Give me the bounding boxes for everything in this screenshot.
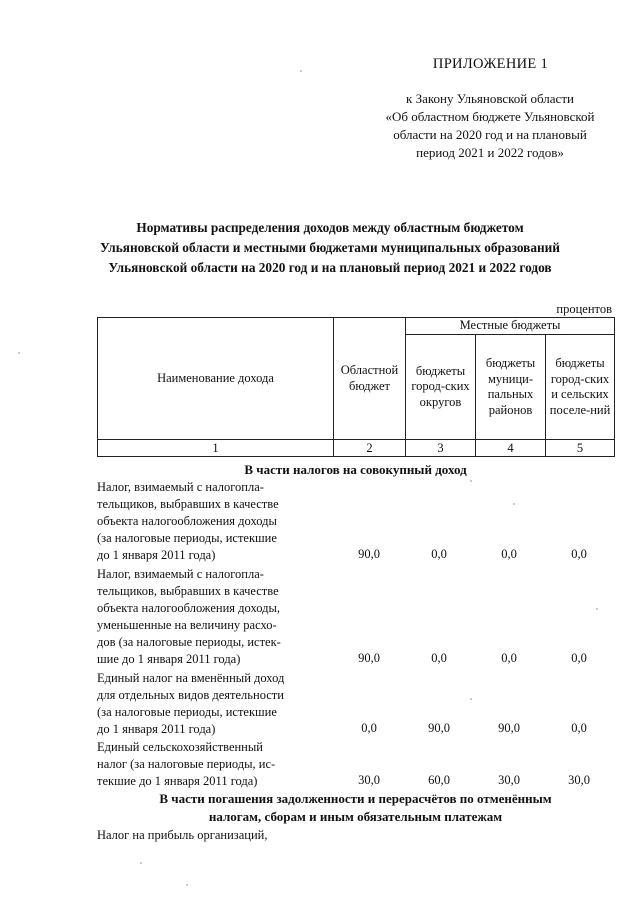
value-municipal: 0,0	[501, 651, 517, 665]
col-number: 2	[334, 440, 406, 457]
value-regional: 0,0	[361, 721, 377, 735]
scan-speck	[140, 862, 142, 864]
row-name-line: Налог, взимаемый с налогопла-	[97, 567, 264, 581]
appendix-reference	[340, 90, 640, 162]
row-name-line: дов (за налоговые периоды, истек-	[97, 635, 281, 649]
value-municipal: 30,0	[498, 773, 520, 787]
col-number: 3	[406, 440, 476, 457]
value-regional: 30,0	[358, 773, 380, 787]
row-name-line: (за налоговые периоды, истекшие	[97, 531, 277, 545]
value-regional: 90,0	[358, 547, 380, 561]
row-name	[97, 566, 329, 668]
document-heading	[60, 218, 600, 278]
row-name-line: объекта налогообложения доходы,	[97, 601, 281, 615]
section-title: В части налогов на совокупный доход	[244, 462, 467, 477]
value-rural: 0,0	[571, 721, 587, 735]
scan-speck	[186, 884, 188, 886]
row-name	[97, 827, 329, 844]
row-name-line: шие до 1 января 2011 года)	[97, 652, 241, 666]
value-city: 0,0	[431, 651, 447, 665]
scan-speck	[596, 608, 598, 610]
unit-label: процентов	[556, 302, 612, 316]
value-rural: 0,0	[571, 651, 587, 665]
header-table	[97, 317, 615, 457]
row-name-line: (за налоговые периоды, истекшие	[97, 705, 277, 719]
col-header-municipal: бюджеты муници-пальных районов	[476, 335, 546, 440]
row-name-line: Налог, взимаемый с налогопла-	[97, 480, 264, 494]
row-name-line: налог (за налоговые периоды, ис-	[97, 757, 276, 771]
col-number: 5	[546, 440, 615, 457]
row-name	[97, 479, 329, 564]
section-title-line: налогам, сборам и иным обязательным платежам	[208, 809, 503, 824]
value-municipal: 90,0	[498, 721, 520, 735]
scan-speck	[470, 480, 472, 482]
scan-speck	[18, 352, 20, 354]
appendix-ref-line: «Об областном бюджете Ульяновской	[385, 109, 595, 124]
row-name-line: для отдельных видов деятельности	[97, 688, 284, 702]
row-name-line: уменьшенные на величину расхо-	[97, 618, 277, 632]
appendix-ref-line: период 2021 и 2022 годов»	[416, 145, 564, 160]
row-name	[97, 670, 329, 738]
scan-speck	[470, 698, 472, 700]
heading-line: Ульяновской области и местными бюджетами муниципальных образований	[100, 240, 560, 255]
col-header-city: бюджеты город-ских округов	[406, 335, 476, 440]
row-name-line: текшие до 1 января 2011 года)	[97, 774, 258, 788]
col-number: 1	[98, 440, 334, 457]
appendix-ref-line: области на 2020 год и на плановый	[393, 127, 587, 142]
row-name-line: тельщиков, выбравших в качестве	[97, 497, 279, 511]
row-name-line: тельщиков, выбравших в качестве	[97, 584, 279, 598]
col-header-name: Наименование дохода	[98, 318, 334, 440]
value-rural: 0,0	[571, 547, 587, 561]
scan-speck	[300, 70, 302, 72]
col-header-rural: бюджеты город-ских и сельских поселе-ний	[546, 335, 615, 440]
scan-speck	[513, 503, 515, 505]
value-rural: 30,0	[568, 773, 590, 787]
appendix-ref-line: к Закону Ульяновской области	[406, 91, 574, 106]
section-title	[97, 790, 614, 826]
col-number: 4	[476, 440, 546, 457]
row-name	[97, 739, 329, 790]
heading-line: Ульяновской области на 2020 год и на плановый период 2021 и 2022 годов	[108, 260, 552, 275]
row-name-line: до 1 января 2011 года)	[97, 548, 216, 562]
value-regional: 90,0	[358, 651, 380, 665]
row-name-line: до 1 января 2011 года)	[97, 722, 216, 736]
row-name-line: Единый налог на вменённый доход	[97, 671, 285, 685]
value-city: 90,0	[428, 721, 450, 735]
value-city: 0,0	[431, 547, 447, 561]
row-name-line: Единый сельскохозяйственный	[97, 740, 263, 754]
value-city: 60,0	[428, 773, 450, 787]
section-title-line: В части погашения задолженности и перерасчётов по отменённым	[159, 791, 552, 806]
col-header-local-group: Местные бюджеты	[406, 318, 615, 335]
row-name-line: объекта налогообложения доходы	[97, 514, 277, 528]
row-name-line: Налог на прибыль организаций,	[97, 828, 268, 842]
value-municipal: 0,0	[501, 547, 517, 561]
col-header-regional: Областной бюджет	[334, 318, 406, 440]
heading-line: Нормативы распределения доходов между областным бюджетом	[136, 220, 524, 235]
appendix-title: ПРИЛОЖЕНИЕ 1	[432, 56, 548, 72]
